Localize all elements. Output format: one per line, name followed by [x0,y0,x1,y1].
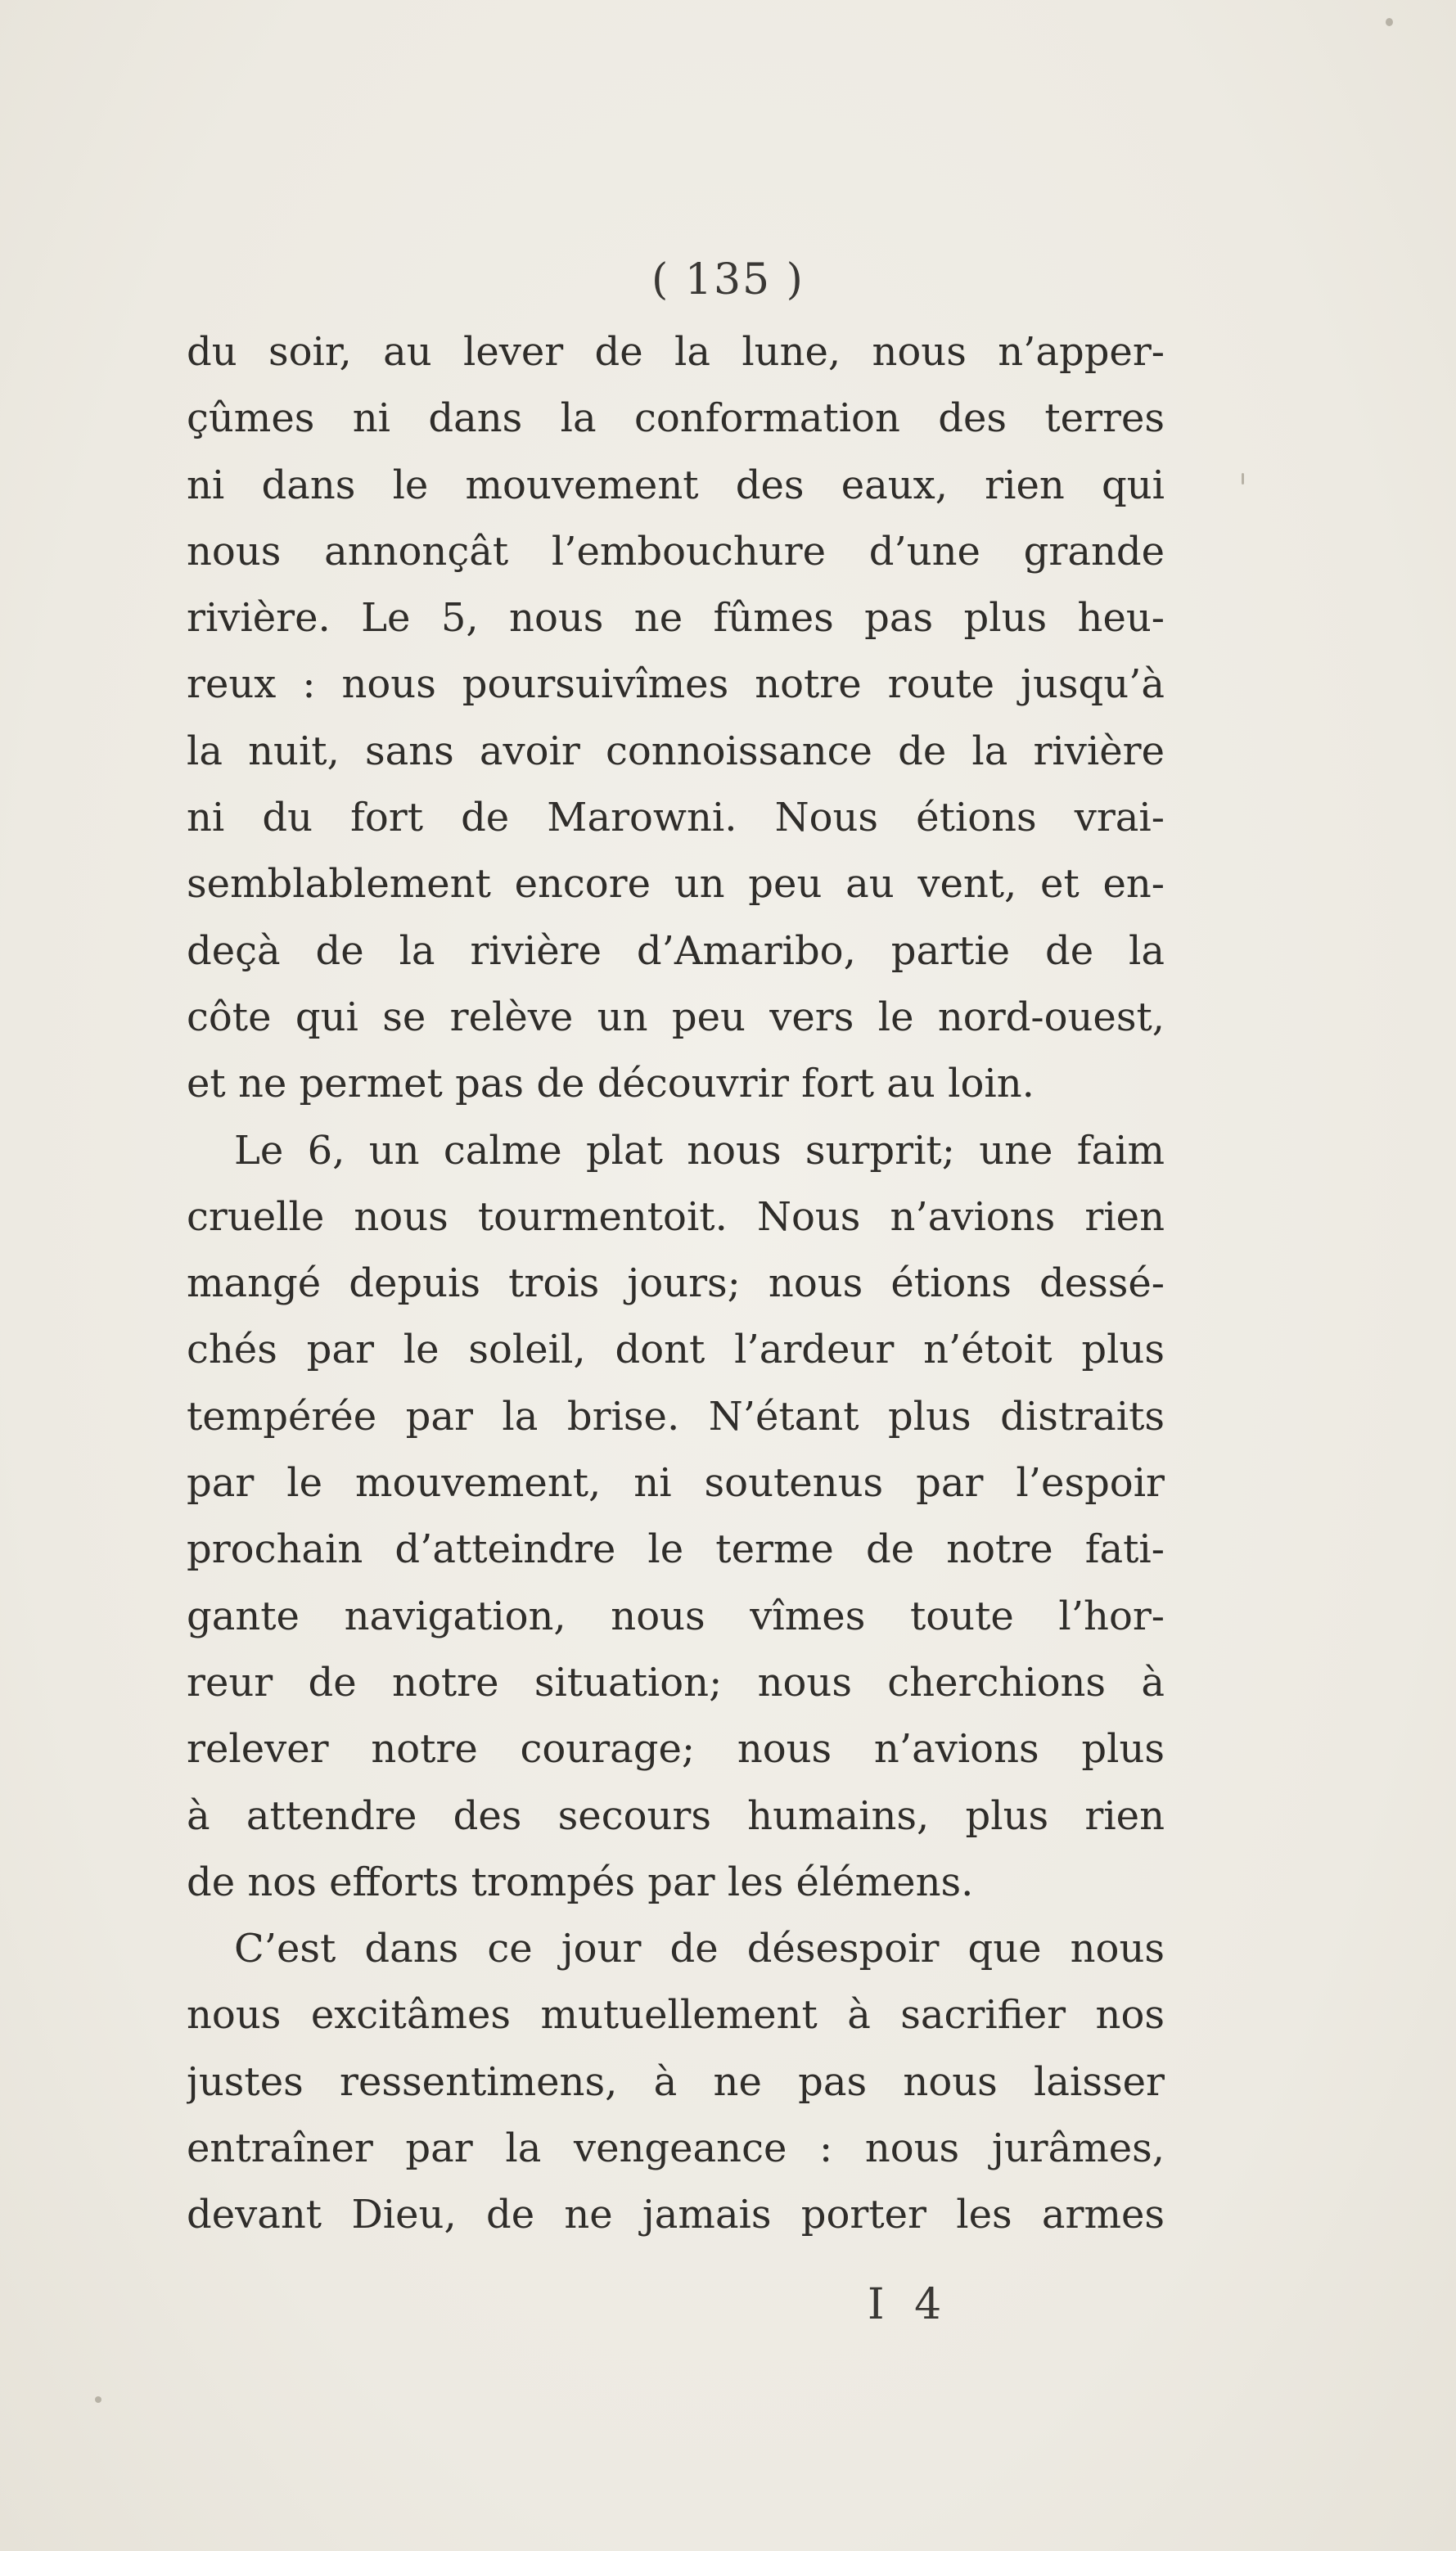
text-line: ni dans le mouvement des eaux, rien qui [187,462,1165,508]
paper-speck [1386,18,1393,26]
text-line: entraîner par la vengeance : nous jurâmes, [187,2125,1165,2172]
text-line: rivière. Le 5, nous ne fûmes pas plus heu- [187,595,1165,642]
text-line: justes ressentimens, à ne pas nous laisser [187,2058,1165,2105]
text-line: reur de notre situation; nous cherchions à [187,1659,1165,1706]
text-line: chés par le soleil, dont l’ardeur n’étoit plus [187,1327,1165,1373]
text-line: ni du fort de Marowni. Nous étions vrai- [187,795,1165,841]
text-line: Le 6, un calme plat nous surprit; une faim [234,1127,1165,1174]
paper-speck [95,2396,101,2403]
text-line: semblablement encore un peu au vent, et en- [187,861,1165,908]
text-line: tempérée par la brise. N’étant plus distraits [187,1393,1165,1440]
text-line: C’est dans ce jour de désespoir que nous [234,1926,1165,1972]
text-line: çûmes ni dans la conformation des terres [187,395,1165,442]
text-line: nous excitâmes mutuellement à sacrifier nos [187,1992,1165,2039]
text-line: par le mouvement, ni soutenus par l’espoir [187,1460,1165,1507]
paper-speck [1242,473,1244,485]
text-line: du soir, au lever de la lune, nous n’apper- [187,329,1165,375]
text-line: relever notre courage; nous n’avions plus [187,1726,1165,1773]
text-line: reux : nous poursuivîmes notre route jusqu’à [187,661,1165,708]
page-number: ( 135 ) [651,255,805,304]
text-line: à attendre des secours humains, plus rien [187,1792,1165,1839]
text-line: nous annonçât l’embouchure d’une grande [187,528,1165,575]
signature-mark: I 4 [868,2280,950,2329]
text-line: deçà de la rivière d’Amaribo, partie de la [187,927,1165,974]
text-line: de nos efforts trompés par les élémens. [187,1859,974,1905]
text-line: gante navigation, nous vîmes toute l’hor- [187,1593,1165,1639]
text-line: côte qui se relève un peu vers le nord-ouest, [187,994,1165,1040]
text-line: mangé depuis trois jours; nous étions dessé- [187,1260,1165,1307]
text-line: la nuit, sans avoir connoissance de la rivière [187,728,1165,774]
body-text [187,319,1165,2249]
text-line: devant Dieu, de ne jamais porter les armes [187,2192,1165,2238]
text-line: et ne permet pas de découvrir fort au loin. [187,1061,1035,1107]
text-line: prochain d’atteindre le terme de notre fati- [187,1526,1165,1573]
text-line: cruelle nous tourmentoit. Nous n’avions rien [187,1193,1165,1240]
